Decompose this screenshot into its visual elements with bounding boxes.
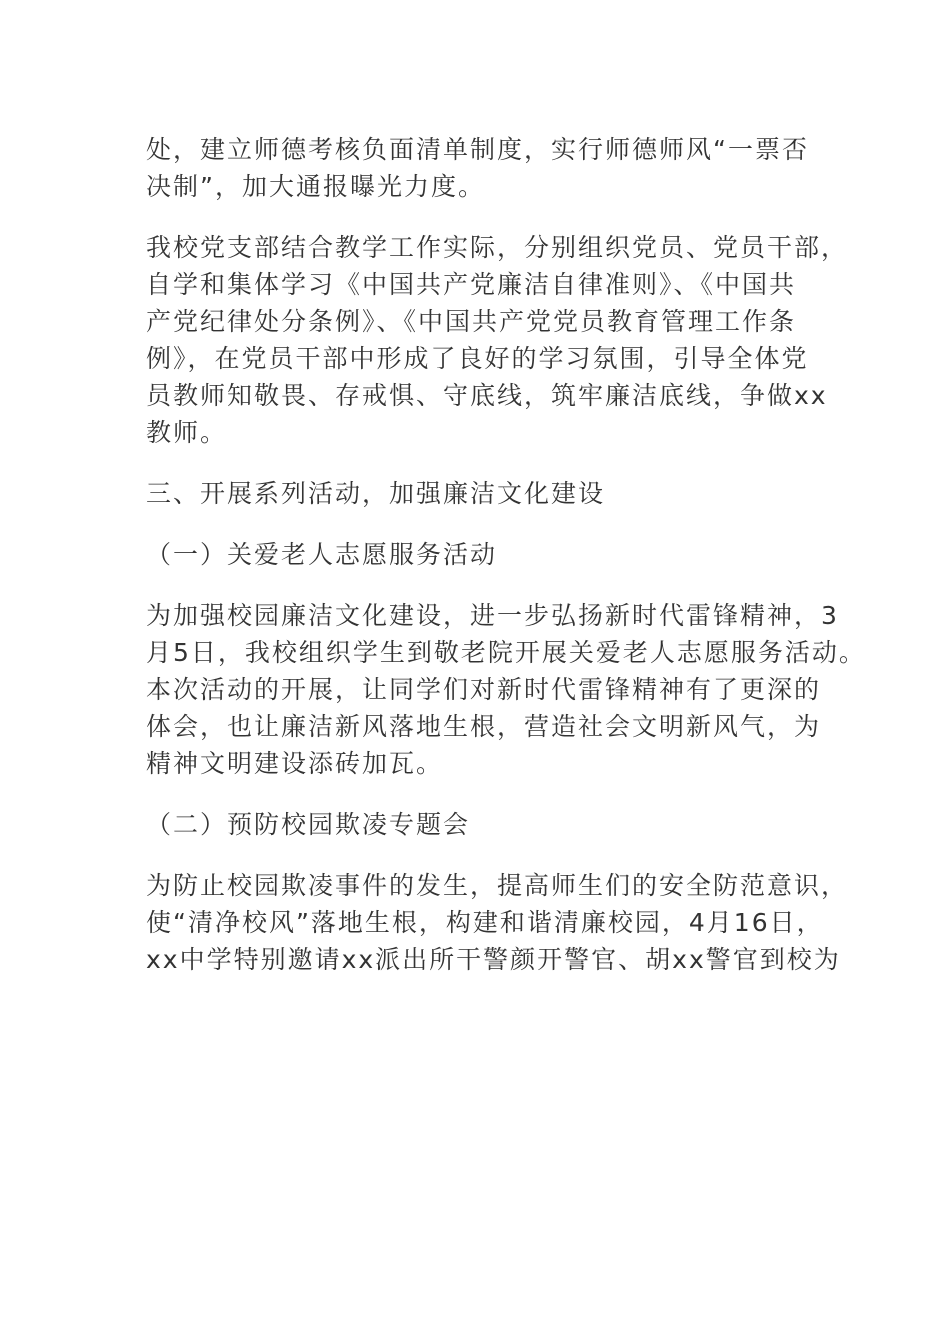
text-line: 员教师知敬畏、存戒惧、守底线，筑牢廉洁底线，争做xx [146, 381, 828, 410]
text-line: 本次活动的开展，让同学们对新时代雷锋精神有了更深的 [146, 675, 822, 704]
paragraph-party-study [146, 229, 849, 451]
text-line: 我校党支部结合教学工作实际，分别组织党员、党员干部， [146, 233, 849, 262]
heading-text: 三、开展系列活动，加强廉洁文化建设 [146, 479, 606, 508]
document-body [146, 131, 866, 1002]
text-line: xx中学特别邀请xx派出所干警颜开警官、胡xx警官到校为 [146, 945, 841, 974]
text-line: 体会，也让廉洁新风落地生根，营造社会文明新风气，为 [146, 712, 822, 741]
text-line: 决制”，加大通报曝光力度。 [146, 172, 485, 201]
section-heading-activities [146, 475, 836, 512]
paragraph-teacher-ethics-end [146, 131, 836, 205]
subheading-elderly-volunteer [146, 536, 836, 573]
text-line: 为加强校园廉洁文化建设，进一步弘扬新时代雷锋精神，3 [146, 601, 839, 630]
subheading-anti-bullying [146, 806, 836, 843]
text-line: 产党纪律处分条例》、《中国共产党党员教育管理工作条 [146, 307, 797, 336]
text-line: 处，建立师德考核负面清单制度，实行师德师风“一票否 [146, 135, 809, 164]
heading-text: （一）关爱老人志愿服务活动 [146, 540, 498, 569]
paragraph-anti-bullying [146, 867, 849, 978]
text-line: 月5日，我校组织学生到敬老院开展关爱老人志愿服务活动。 [146, 638, 866, 667]
text-line: 使“清净校风”落地生根，构建和谐清廉校园，4月16日， [146, 908, 824, 937]
text-line: 自学和集体学习《中国共产党廉洁自律准则》、《中国共 [146, 270, 797, 299]
text-line: 教师。 [146, 418, 228, 447]
paragraph-volunteer-activity [146, 597, 866, 782]
text-line: 为防止校园欺凌事件的发生，提高师生们的安全防范意识， [146, 871, 849, 900]
text-line: 例》，在党员干部中形成了良好的学习氛围，引导全体党 [146, 344, 809, 373]
heading-text: （二）预防校园欺凌专题会 [146, 810, 471, 839]
text-line: 精神文明建设添砖加瓦。 [146, 749, 444, 778]
